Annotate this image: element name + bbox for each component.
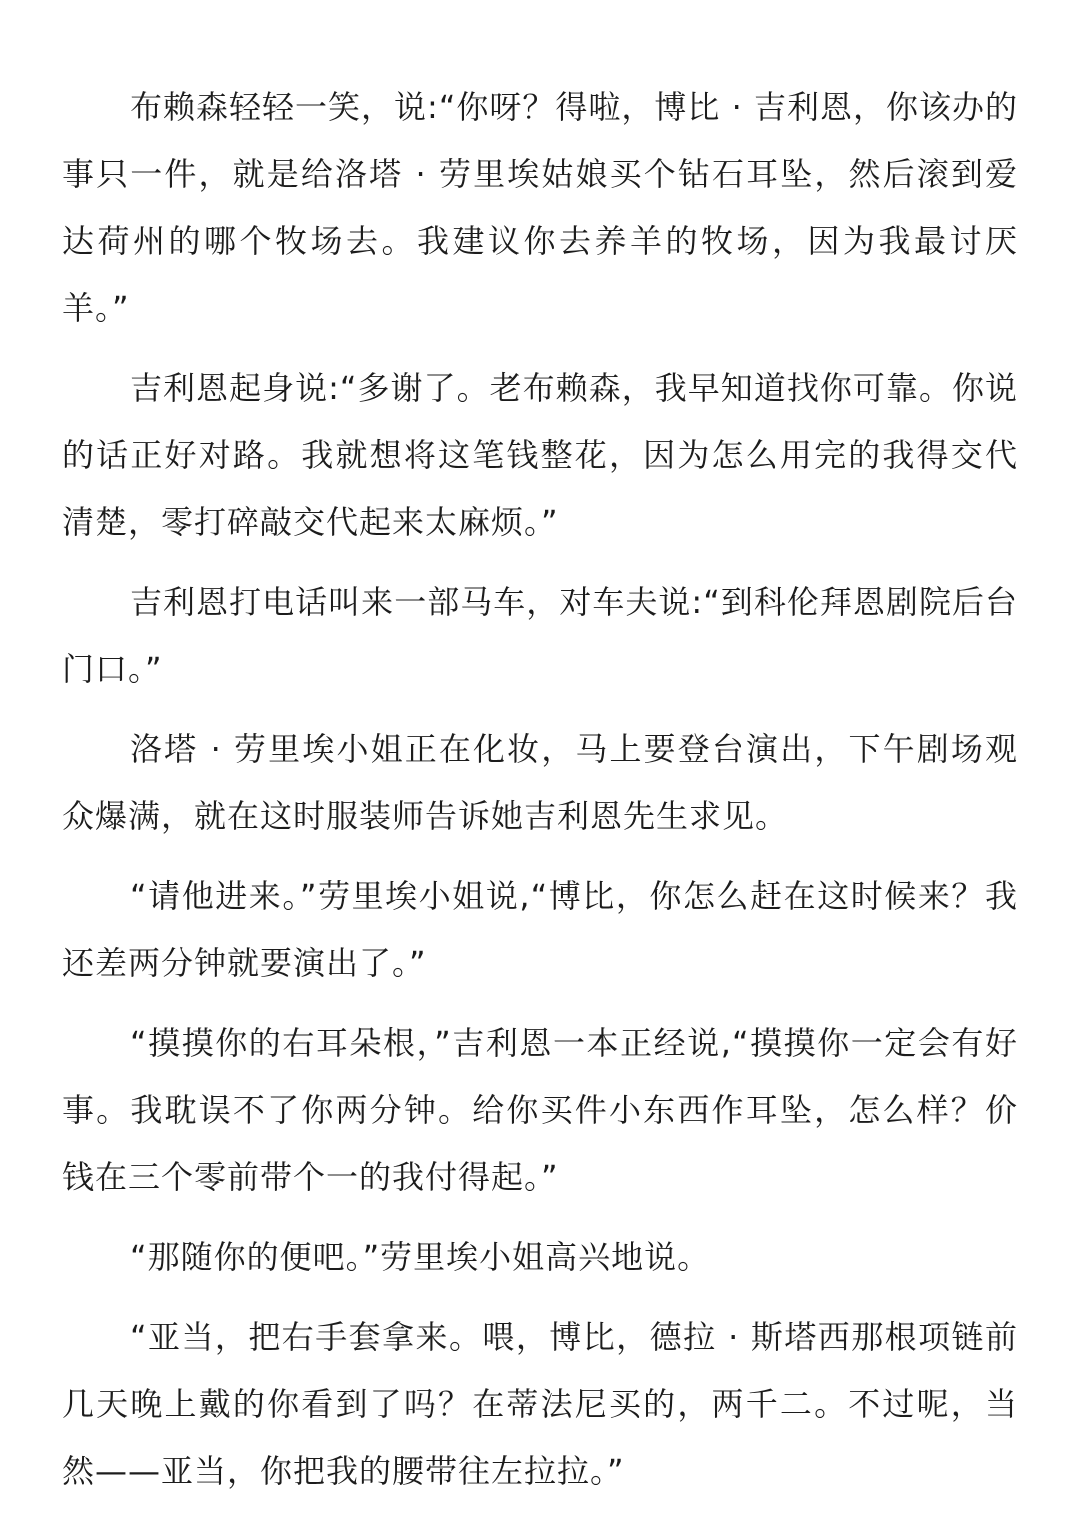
document-page (62, 74, 1018, 1505)
paragraph-7: “那随你的便吧。”劳里埃小姐高兴地说。 (130, 1238, 711, 1276)
paragraph-3: 吉利恩打电话叫来一部马车，对车夫说:“到科伦拜恩剧院后台门口。” (62, 583, 1018, 688)
paragraph-6: “摸摸你的右耳朵根，”吉利恩一本正经说,“摸摸你一定会有好事。我耽误不了你两分钟。给你买件小东西作耳坠，怎么样？价钱在三个零前带个一的我付得起。” (62, 1024, 1018, 1196)
paragraph-1: 布赖森轻轻一笑，说:“你呀？得啦，博比 · 吉利恩，你该办的事只一件，就是给洛塔 · 劳里埃姑娘买个钻石耳坠，然后滚到爱达荷州的哪个牧场去。我建议你去养羊的牧场，因为我最讨厌羊。” (62, 88, 1018, 327)
paragraph-2: 吉利恩起身说:“多谢了。老布赖森，我早知道找你可靠。你说的话正好对路。我就想将这笔钱整花，因为怎么用完的我得交代清楚，零打碎敲交代起来太麻烦。” (62, 369, 1018, 541)
paragraph-4: 洛塔 · 劳里埃小姐正在化妆，马上要登台演出，下午剧场观众爆满，就在这时服装师告诉她吉利恩先生求见。 (62, 730, 1018, 835)
paragraph-5: “请他进来。”劳里埃小姐说,“博比，你怎么赶在这时候来？我还差两分钟就要演出了。” (62, 877, 1018, 982)
paragraph-8: “亚当，把右手套拿来。喂，博比，德拉 · 斯塔西那根项链前几天晚上戴的你看到了吗？在蒂法尼买的，两千二。不过呢，当然——亚当，你把我的腰带往左拉拉。” (62, 1318, 1018, 1490)
